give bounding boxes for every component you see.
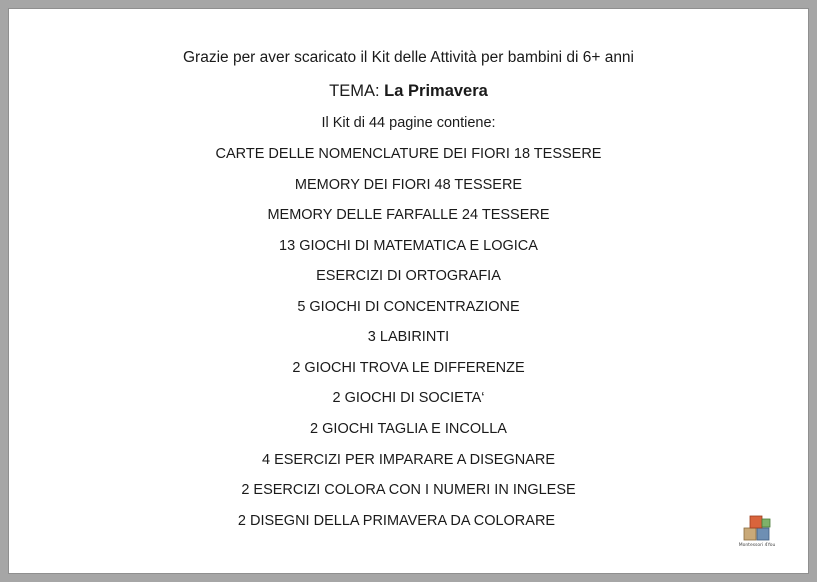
list-item: 2 GIOCHI DI SOCIETA‘ [332,390,485,406]
document-page [9,9,808,573]
list-item: MEMORY DEI FIORI 48 TESSERE [294,177,523,193]
blocks-logo-icon [737,512,777,544]
list-item: 2 DISEGNI DELLA PRIMAVERA DA COLORARE [237,513,556,529]
list-item: 3 LABIRINTI [367,329,450,345]
list-item: CARTE DELLE NOMENCLATURE DEI FIORI 18 TESSERE [215,146,602,162]
kit-summary: Il Kit di 44 pagine contiene: [321,115,496,131]
list-item: 5 GIOCHI DI CONCENTRAZIONE [297,299,520,315]
list-item: 2 ESERCIZI COLORA CON I NUMERI IN INGLESE [241,482,576,498]
theme-label: TEMA: [329,82,380,100]
list-item: 4 ESERCIZI PER IMPARARE A DISEGNARE [261,452,556,468]
theme-line [9,82,808,101]
intro-text: Grazie per aver scaricato il Kit delle Attività per bambini di 6+ anni [182,49,634,66]
list-item: 13 GIOCHI DI MATEMATICA E LOGICA [279,238,538,254]
list-item: 2 GIOCHI TROVA LE DIFFERENZE [292,360,525,376]
logo-caption: Montessori 4You [738,543,776,548]
list-item: ESERCIZI DI ORTOGRAFIA [316,268,501,284]
list-item: MEMORY DELLE FARFALLE 24 TESSERE [267,207,550,223]
document-content [9,9,808,573]
theme-value: La Primavera [384,82,488,100]
list-item: 2 GIOCHI TAGLIA E INCOLLA [310,421,507,437]
